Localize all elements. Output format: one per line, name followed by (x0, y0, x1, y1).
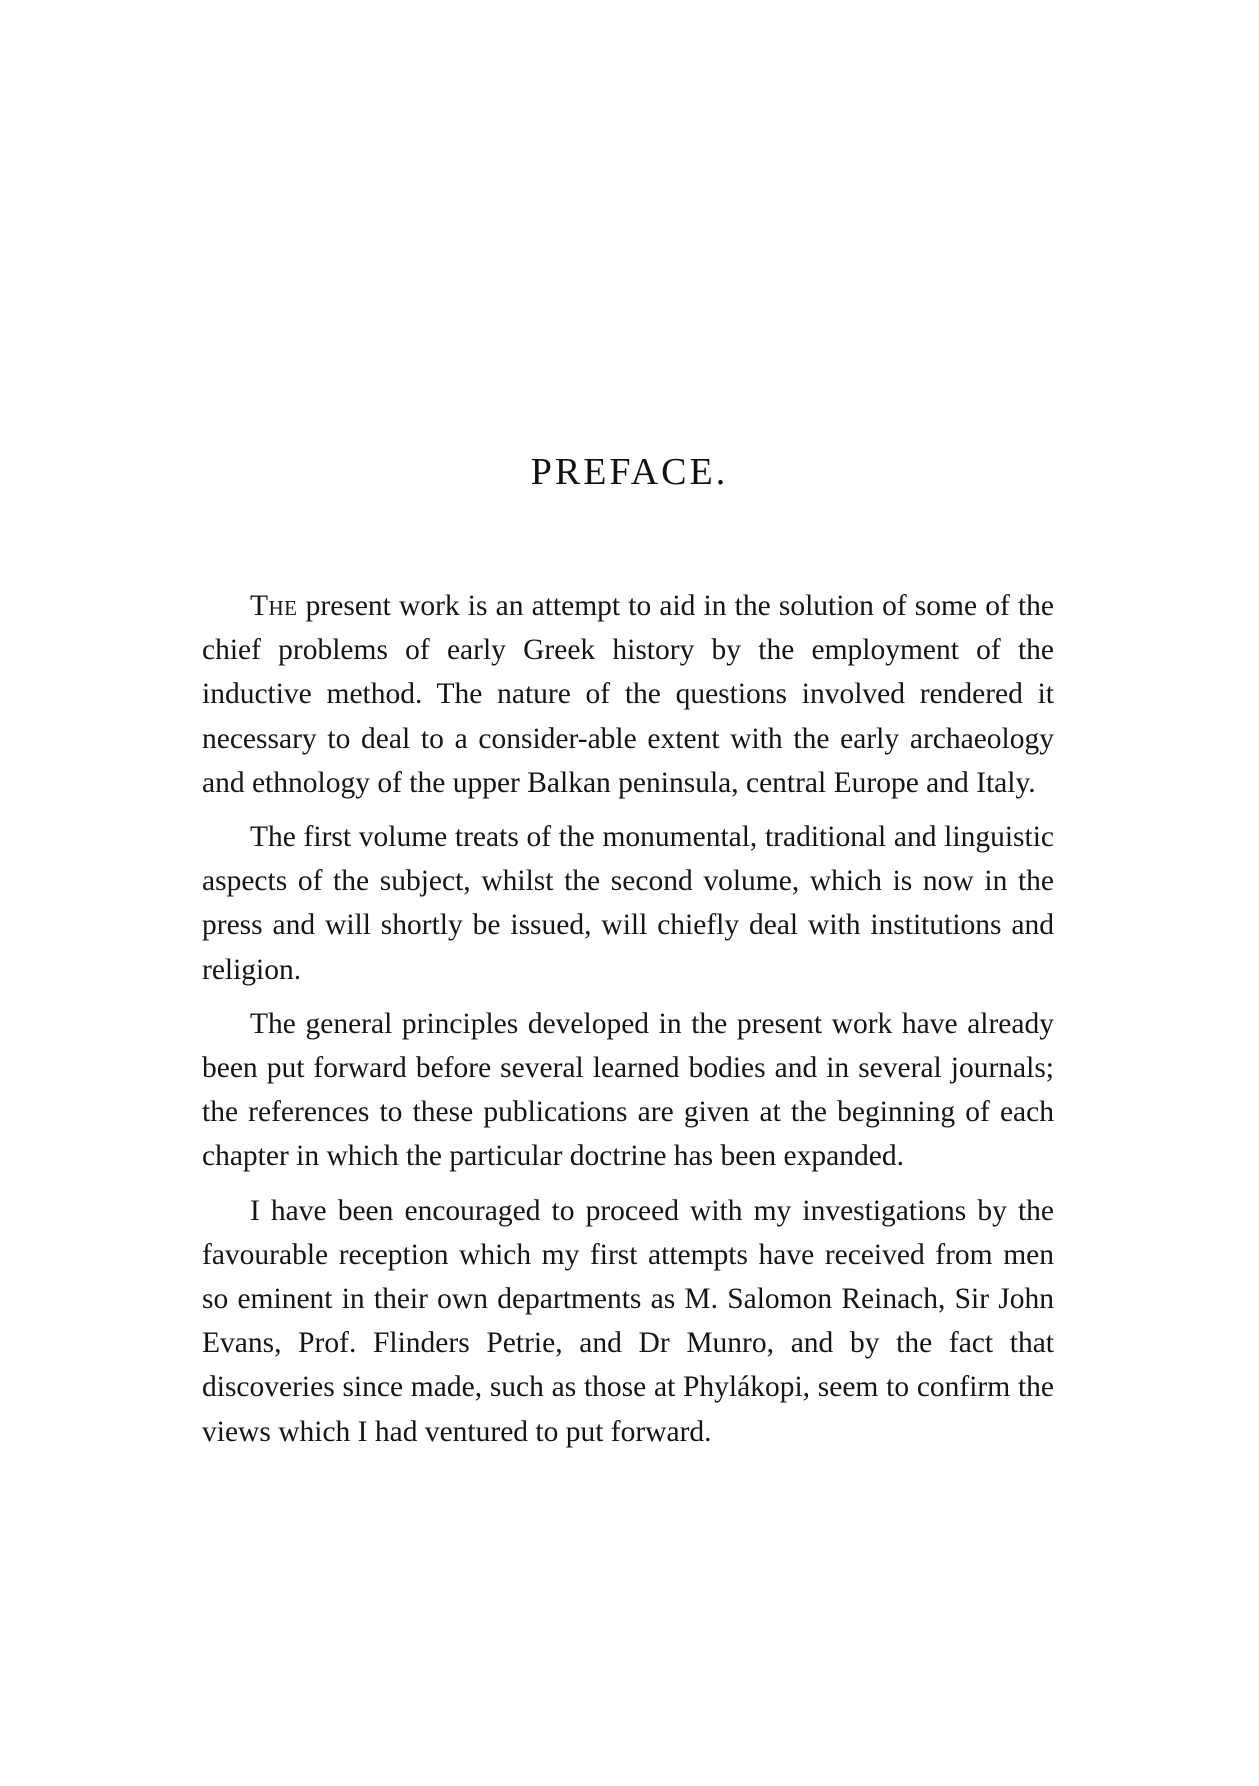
paragraph-1-text: present work is an attempt to aid in the solution of some of the chief problems of early Greek history by the employment of the inductive method. The nature of the questions involved rendered it necessary to deal to a consider-able extent with the early archaeology and ethnology of the upper Balkan peninsula, central Europe and Italy. (202, 590, 1054, 799)
paragraph-2: The first volume treats of the monumental, traditional and linguistic aspects of the subject, whilst the second volume, which is now in the press and will shortly be issued, will chiefly deal with institutions and religion. (202, 821, 1054, 986)
paragraph-3: The general principles developed in the present work have already been put forward before several learned bodies and in several journals; the references to these publications are given at the beginning of each chapter in which the particular doctrine has been expanded. (202, 1007, 1054, 1173)
page-title: PREFACE. (530, 451, 729, 493)
preface-body (202, 584, 1054, 1454)
paragraph-lead-word: The (250, 590, 298, 622)
paragraph-1 (202, 584, 1054, 805)
paragraph-4: I have been encouraged to proceed with my investigations by the favourable reception which my first attempts have received from men so eminent in their own departments as M. Salomon Reinach, Sir John Evans, Prof. Flinders Petrie, and Dr Munro, and by the fact that discoveries since made, such as those at Phylákopi, seem to confirm the views which I had ventured to put forward. (202, 1194, 1054, 1448)
